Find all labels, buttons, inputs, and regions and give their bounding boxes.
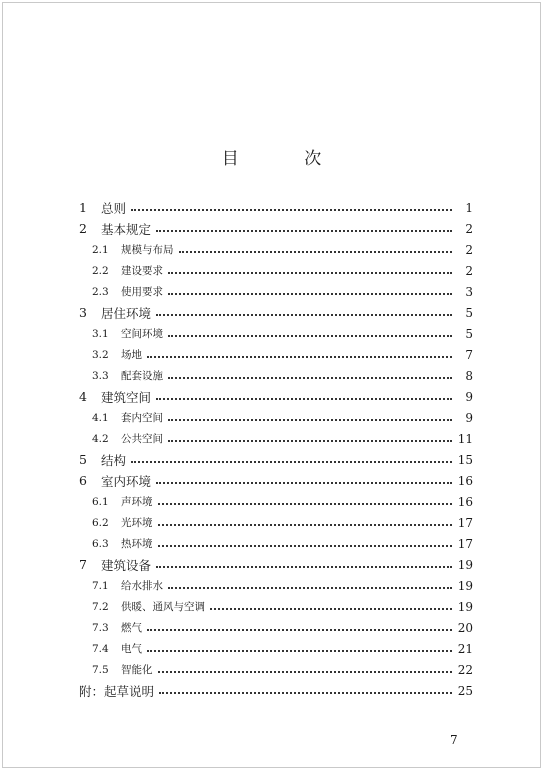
toc-leader-dots: [166, 370, 455, 382]
toc-entry-page: 5: [465, 326, 473, 341]
toc-entry-label: 配套设施: [121, 370, 163, 382]
toc-entry: [79, 533, 473, 554]
toc-entry-page: 16: [457, 473, 473, 488]
toc-leader-dots: [145, 622, 455, 634]
toc-entry-number: 4: [79, 389, 87, 404]
toc-entry-number: 3.1: [92, 327, 109, 340]
toc-entry-page: 3: [465, 284, 473, 299]
toc-title: 目 次: [221, 149, 352, 169]
toc-entry-label: 场地: [121, 349, 142, 361]
toc-entry-label: 结构: [101, 452, 127, 468]
toc-entry-number: 7.4: [92, 642, 109, 655]
toc-entry-label: 电气: [121, 643, 142, 655]
toc-leader-dots: [154, 475, 455, 487]
toc-entry-label: 公共空间: [121, 433, 163, 445]
toc-entry-number: 2.3: [92, 285, 109, 298]
toc-entry: [79, 344, 473, 365]
toc-entry: [79, 596, 473, 617]
toc-entry-number: 6.3: [92, 537, 109, 550]
toc-entry: [79, 386, 473, 407]
toc-leader-dots: [156, 664, 456, 676]
toc-entry: [79, 638, 473, 659]
toc-entry-page: 2: [465, 263, 473, 278]
toc-entry-number: 2: [79, 221, 87, 236]
toc-entry-label: 空间环境: [121, 328, 163, 340]
toc-entry-page: 11: [457, 431, 473, 446]
toc-entry-number: 4.1: [92, 411, 109, 424]
toc-leader-dots: [145, 349, 455, 361]
toc-leader-dots: [156, 538, 456, 550]
toc-entry-number: 1: [79, 200, 87, 215]
toc-entry-number: 4.2: [92, 432, 109, 445]
toc-entry-label: 使用要求: [121, 286, 163, 298]
toc-entry-number: 7.5: [92, 663, 109, 676]
toc-entry: [79, 365, 473, 386]
toc-entry-number: 3.3: [92, 369, 109, 382]
toc-entry: [79, 491, 473, 512]
toc-entry-number: 3.2: [92, 348, 109, 361]
toc-leader-dots: [177, 244, 456, 256]
toc-entry-page: 17: [457, 515, 473, 530]
toc-entry-label: 居住环境: [101, 305, 152, 321]
toc-entry-label: 规模与布局: [121, 244, 174, 256]
toc-entry-page: 8: [465, 368, 473, 383]
toc-entry: [79, 323, 473, 344]
toc-entry-number: 5: [79, 452, 87, 467]
toc-entry-label: 基本规定: [101, 221, 152, 237]
toc-leader-dots: [154, 559, 455, 571]
table-of-contents: [79, 197, 473, 701]
toc-entry: [79, 302, 473, 323]
toc-entry-page: 21: [457, 641, 473, 656]
toc-entry-label: 建筑设备: [101, 557, 152, 573]
toc-entry-label: 热环境: [121, 538, 153, 550]
toc-leader-dots: [154, 307, 455, 319]
page-number: 7: [450, 733, 458, 747]
toc-entry-page: 9: [465, 410, 473, 425]
toc-entry-number: 6.2: [92, 516, 109, 529]
toc-entry: [79, 197, 473, 218]
toc-leader-dots: [156, 496, 456, 508]
toc-leader-dots: [145, 643, 455, 655]
toc-entry-number: 6: [79, 473, 87, 488]
toc-leader-dots: [154, 391, 455, 403]
toc-entry-label: 总则: [101, 200, 127, 216]
toc-leader-dots: [166, 580, 455, 592]
toc-leader-dots: [166, 265, 455, 277]
toc-leader-dots: [129, 454, 455, 466]
toc-entry-label: 套内空间: [121, 412, 163, 424]
toc-entry: [79, 428, 473, 449]
toc-entry-number: 3: [79, 305, 87, 320]
toc-entry: [79, 554, 473, 575]
toc-entry-label: 光环境: [121, 517, 153, 529]
toc-leader-dots: [166, 286, 455, 298]
toc-entry-page: 2: [465, 242, 473, 257]
toc-entry-page: 20: [457, 620, 473, 635]
toc-entry-page: 9: [465, 389, 473, 404]
toc-entry: [79, 470, 473, 491]
toc-entry-label: 室内环境: [101, 473, 152, 489]
toc-entry: [79, 659, 473, 680]
toc-entry-label: 供暖、通风与空调: [121, 601, 205, 613]
toc-entry-label: 燃气: [121, 622, 142, 634]
toc-entry: [79, 260, 473, 281]
toc-entry: [79, 218, 473, 239]
toc-entry-number: 7.1: [92, 579, 109, 592]
toc-entry-page: 19: [457, 557, 473, 572]
toc-entry-page: 22: [457, 662, 473, 677]
toc-leader-dots: [156, 517, 456, 529]
toc-leader-dots: [166, 412, 455, 424]
toc-entry-page: 1: [465, 200, 473, 215]
toc-entry-page: 2: [465, 221, 473, 236]
toc-entry-label: 给水排水: [121, 580, 163, 592]
toc-entry-number: 7: [79, 557, 87, 572]
toc-leader-dots: [154, 223, 455, 235]
toc-leader-dots: [166, 328, 455, 340]
toc-entry-number: 2.2: [92, 264, 109, 277]
toc-entry: [79, 617, 473, 638]
toc-leader-dots: [208, 601, 455, 613]
toc-entry: [79, 407, 473, 428]
toc-entry-label: 声环境: [121, 496, 153, 508]
toc-entry-number: 7.2: [92, 600, 109, 613]
toc-entry-page: 19: [457, 578, 473, 593]
toc-entry-page: 17: [457, 536, 473, 551]
toc-entry-label: 智能化: [121, 664, 153, 676]
document-page: [2, 2, 541, 768]
toc-entry-page: 16: [457, 494, 473, 509]
toc-entry-label: 建设要求: [121, 265, 163, 277]
toc-entry-number: 2.1: [92, 243, 109, 256]
toc-entry-page: 25: [457, 683, 473, 698]
toc-entry-label: 建筑空间: [101, 389, 152, 405]
toc-entry: [79, 680, 473, 701]
toc-entry-page: 7: [465, 347, 473, 362]
toc-entry-page: 5: [465, 305, 473, 320]
toc-entry: [79, 281, 473, 302]
toc-leader-dots: [129, 202, 455, 214]
toc-entry: [79, 239, 473, 260]
toc-entry-number: 6.1: [92, 495, 109, 508]
toc-leader-dots: [157, 685, 455, 697]
toc-entry-label: 附：起草说明: [79, 683, 155, 699]
toc-entry-number: 7.3: [92, 621, 109, 634]
toc-entry-page: 15: [457, 452, 473, 467]
toc-entry: [79, 449, 473, 470]
toc-entry: [79, 575, 473, 596]
toc-entry-page: 19: [457, 599, 473, 614]
toc-entry: [79, 512, 473, 533]
toc-leader-dots: [166, 433, 455, 445]
